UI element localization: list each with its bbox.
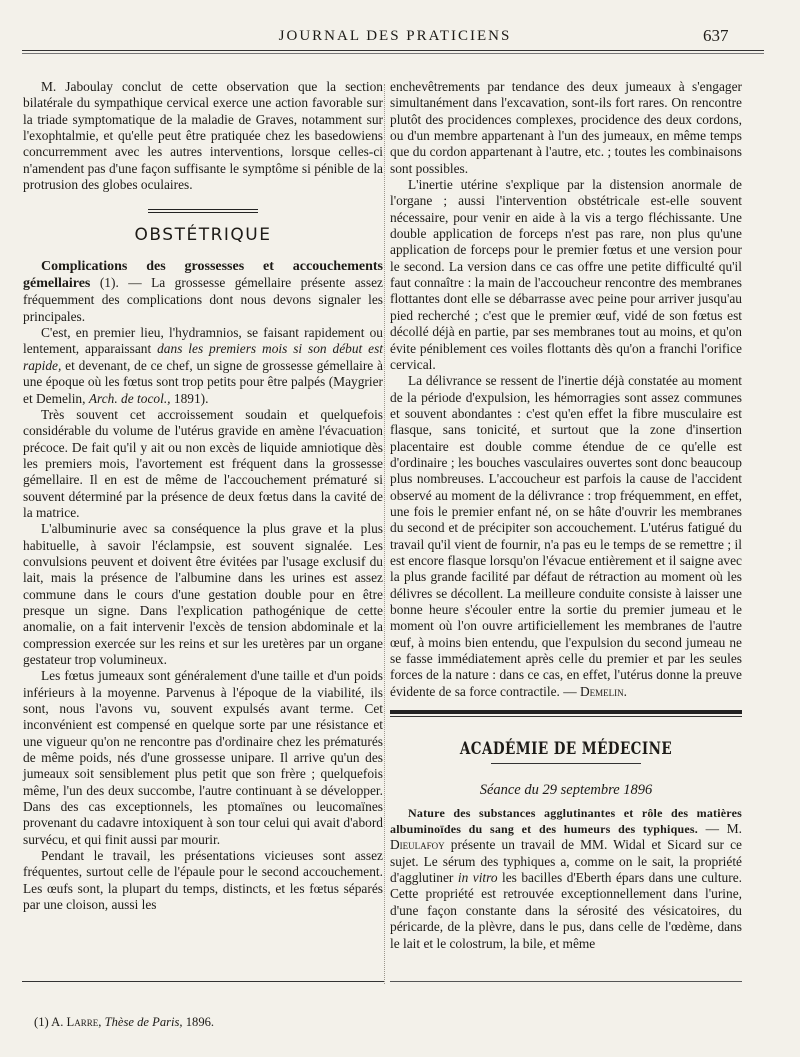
paragraph-jaboulay: M. Jaboulay conclut de cette observation que la section bilatérale du sympathique cervical exerce une action favorable sur la triade symptomatique de la maladie de Graves, notamment sur l'exophtalmie, et qu'elle peut être pratiquée chez les basedowiens concurremment avec les autres interventions, lorsque celles-ci n'amendent pas d'une façon suffisante le symptôme si pénible de la protrusion des globes oculaires. [23, 79, 383, 193]
section-heading-academie: ACADÉMIE DE MÉDECINE [459, 739, 673, 759]
citation: Arch. de tocol., [88, 390, 171, 406]
text-run: C'est, en premier lieu, l'hydramnios, se faisant rapidement ou lentement, apparaissant [23, 325, 383, 357]
article-text: — La grossesse gémellaire présente assez fréquemment des complications dont nous devons signaler les principales. [23, 275, 383, 324]
author-signature: Demelin. [580, 683, 628, 699]
footnote-ref: (1). [99, 275, 119, 291]
text-run: La délivrance se ressent de l'inertie déjà constatée au moment de la période d'expulsion, les hémorragies sont assez communes et souvent abondantes : c'est qu'en effet la fibre musculaire est flasque, sans tonicité, et surtout que la zone d'insertion placentaire est double comme étendue de ce qu'elle est d'ordinaire ; les bouches vasculaires ouvertes sont donc beaucoup plus nombreuses. L'accoucheur est parfois la cause de l'accident observé au moment de la délivrance : trop fréquemment, en effet, une fois le premier enfant né, on se hâte d'ouvrir les membranes du second et de précipiter son accouchement. L'utérus fatigué du travail qu'il vient de fournir, n'a pas eu le temps de se remettre ; il est encore flasque lorsqu'on l'évacue entièrement et il saigne avec la plus grande facilité par défaut de rétraction au moment où les délivres se décollent. La meilleure conduite consiste à laisser une bonne heure s'écouler entre la sortie du premier jumeau et le moment où l'on ouvre artificiellement les membranes de l'autre œuf, à moins bien entendu, que l'expulsion du second jumeau ne se fasse immédiatement après celle du premier et par les seules forces de la nature : dans ce cas, en effet, l'utérus donne la preuve évidente de sa force contractile. — [390, 373, 742, 699]
column-separator [384, 84, 386, 984]
text-run: les bacilles d'Eberth épars dans une culture. Cette propriété est retrouvée exceptionnellement dans l'urine, d'une façon constante dans la sérosité des vésicatoires, du péricarde, de la plèvre, dans le pus, dans celle de l'œdème, dans le lait et le colostrum, la bile, et même [390, 870, 742, 951]
section-heading-obstetrique: OBSTÉTRIQUE [134, 225, 272, 246]
paragraph-albuminurie: L'albuminurie avec sa conséquence la plus grave et la plus habituelle, à savoir l'éclampsie, est souvent signalée. Les convulsions peuvent et doivent être évitées par l'usage exclusif du lait, mais la présence de l'albumine dans les urines est assez commune dans le cours d'une gestation double pour en être presque un signe. Dans l'explication pathogénique de cette anomalie, on a fait intervenir l'excès de tension abdominale et la compression exercée sur les reins et sur les uretères par un organe gestateur trop volumineux. [23, 521, 383, 667]
article-title: Nature des substances agglutinantes et rôle des matières albuminoïdes du sang et des humeurs des typhiques. [390, 805, 742, 837]
right-column [390, 79, 742, 952]
section-rule-thin [390, 716, 742, 717]
article-title: Complications des grossesses et accouchements gémellaires [23, 258, 383, 292]
paragraph-complications [23, 258, 383, 325]
paragraph-agglutinantes [390, 805, 742, 952]
page-number: 637 [703, 26, 729, 45]
footnote-year: 1896. [185, 1015, 215, 1029]
italic-run: dans les premiers mois si son début est rapide, [23, 341, 383, 373]
author-name: Dieulafoy [390, 837, 445, 853]
footnote-marker: (1) A. [34, 1015, 64, 1029]
paragraph-travail: Pendant le travail, les présentations vicieuses sont assez fréquentes, surtout celle de l'épaule pour le second accouchement. Les œufs sont, la plupart du temps, distincts, et les fœtus séparés par une cloison, aussi les [23, 848, 383, 913]
paragraph-delivrance [390, 373, 742, 700]
footnote-title: Thèse de Paris, [104, 1015, 183, 1029]
paragraph-hydramnios [23, 325, 383, 407]
paragraph-enchevetrements: enchevêtrements par tendance des deux jumeaux à s'engager simultanément dans l'excavation, sont-ils fort rares. On rencontre plutôt des procidences complexes, procidence des deux cordons, ou d'un membre appartenant à l'un des jumeaux, en même temps que du cordon appartenant à l'autre, etc. ; toutes les combinaisons sont possibles. [390, 79, 742, 176]
footnote-rule [22, 981, 384, 982]
paragraph-foetus-jumeaux: Les fœtus jumeaux sont généralement d'une taille et d'un poids inférieurs à la moyenne. Parvenus à l'époque de la viabilité, ils sont, nous l'avons vu, souvent expulsés avant terme. Cet inconvénient est compensé en quelque sorte par une résistance et une vigueur qu'on ne rencontre pas d'ordinaire chez les prématurés de même poids, nés d'une grossesse unipare. Il arrive qu'un des jumeaux soit sensiblement plus petit que son frère ; quelquefois même, l'un des deux succombe, l'autre continuant à se développer. Dans des cas exceptionnels, les ptomaïnes ou leucomaïnes provenant du cadavre intoxiquent à son tour celui qui avait d'abord survécu, et qui finit aussi par mourir. [23, 668, 383, 847]
text-run: — M. [705, 821, 742, 837]
header-rule-thin [22, 53, 764, 54]
text-run: 1891). [173, 390, 209, 406]
seance-date: Séance du 29 septembre 1896 [479, 782, 653, 799]
running-title: JOURNAL DES PRATICIENS [278, 28, 512, 44]
footnote [34, 1015, 214, 1030]
text-run: présente un travail de MM. Widal et Sicard sur ce sujet. Le sérum des typhiques a, comme on le sait, la propriété d'agglutiner [390, 837, 742, 886]
text-run: et devenant, de ce chef, un signe de grossesse gémellaire à une époque où les fœtus sont trop petits pour être palpés (Maygrier et Demelin, [23, 357, 383, 406]
left-column [23, 79, 383, 914]
divider-rule [148, 209, 258, 213]
paragraph-inertie: L'inertie utérine s'explique par la distension anormale de l'organe ; aussi l'intervention obstétricale est-elle souvent nécessaire, pour venir en aide à la vis a tergo fléchissante. Une double application de forceps n'est pas rare, non plus qu'une application de forceps pour le premier fœtus et une version pour le second. La version dans ce cas offre une petite difficulté qu'il faut connaître : la main de l'accoucheur rencontre des membranes flottantes dont elle se débarrasse avec peine pour arriver jusqu'au pied recherché ; c'est que le premier œuf, vidé de son fœtus est décollé déjà en partie, par ses membranes tout au moins, et qu'on évite péniblement ces voiles flottants dès qu'on a franchi l'orifice cervical. [390, 177, 742, 372]
header-rule [22, 50, 764, 51]
footnote-rule-right [390, 981, 742, 982]
running-head [0, 24, 800, 48]
paragraph-accroissement: Très souvent cet accroissement soudain et quelquefois considérable du volume de l'utérus gravide en amène l'évacuation précoce. De fait qu'il y ait ou non excès de liquide amniotique dès les premiers mois, l'avortement est fréquent dans la grossesse gémellaire. Il en est de même de l'accouchement prématuré si souvent déterminé par la présence de deux fœtus dans la cavité de la matrice. [23, 406, 383, 520]
section-rule [390, 710, 742, 714]
section-divider [148, 209, 258, 213]
heading-underline [491, 763, 641, 764]
footnote-author: Larre, [66, 1015, 102, 1029]
italic-run: in vitro [457, 870, 498, 886]
